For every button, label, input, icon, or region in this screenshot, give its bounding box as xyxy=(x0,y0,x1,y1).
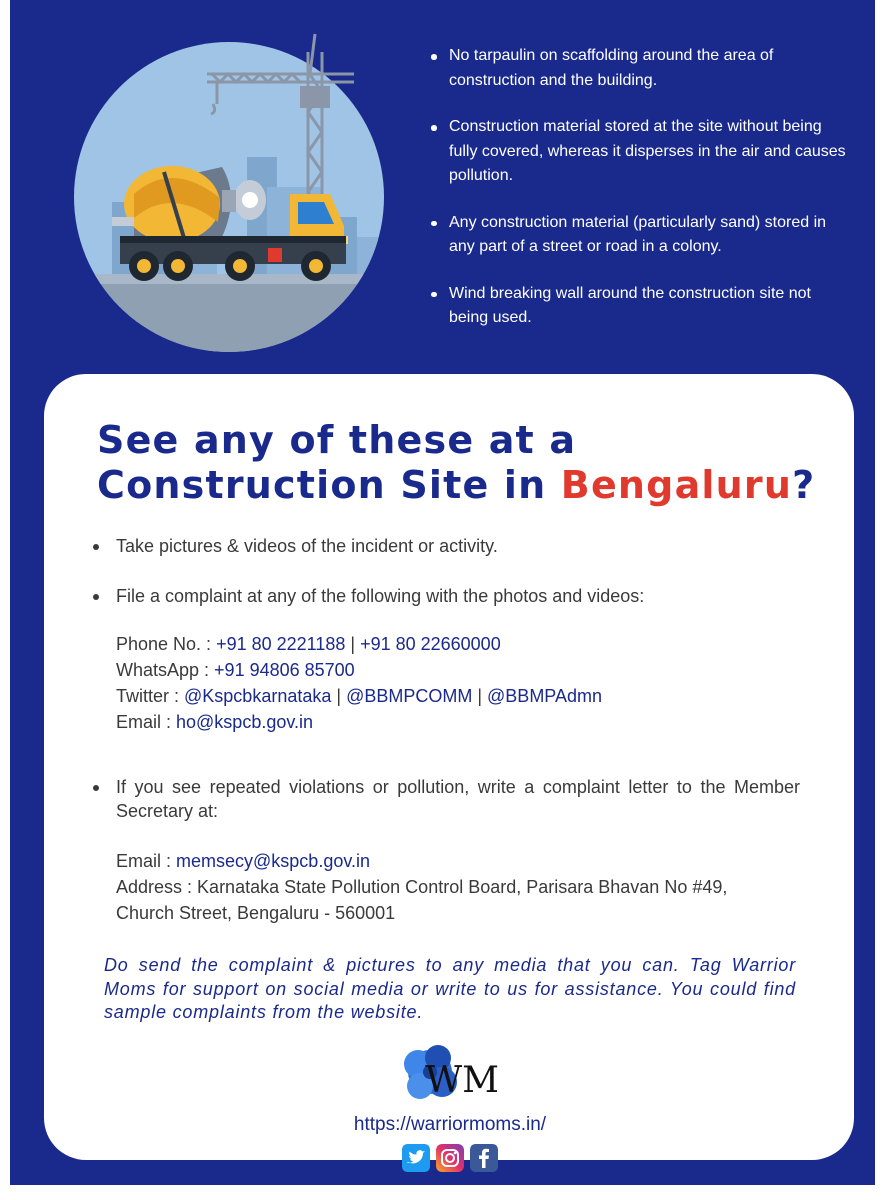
secretary-address-row xyxy=(116,874,800,900)
secretary-address-line-1: Karnataka State Pollution Control Board, Parisara Bhavan No #49, xyxy=(197,877,728,897)
whatsapp-label: WhatsApp : xyxy=(116,660,215,680)
media-note: Do send the complaint & pictures to any media that you can. Tag Warrior Moms for support on social media or write to us for assistance. You could find sample complaints from the website. xyxy=(104,955,796,1022)
concrete-mixer-truck-illustration xyxy=(72,22,412,352)
phone-label: Phone No. : xyxy=(116,634,217,654)
secretary-address-label: Address : xyxy=(116,877,198,897)
violation-item: Wind breaking wall around the construction site not being used. xyxy=(428,282,848,331)
poster xyxy=(10,0,875,1185)
instagram-icon[interactable] xyxy=(436,1144,464,1172)
warrior-moms-logo xyxy=(400,1042,500,1114)
headline-line-1: See any of these at a xyxy=(97,418,577,462)
email-row xyxy=(116,709,800,735)
twitter-row xyxy=(116,683,800,709)
social-links xyxy=(402,1144,498,1174)
violation-item: No tarpaulin on scaffolding around the area of construction and the building. xyxy=(428,44,848,93)
twitter-separator: | xyxy=(331,686,347,706)
headline-question-mark: ? xyxy=(792,463,816,507)
secretary-address-line-2: Church Street, Bengaluru - 560001 xyxy=(116,903,396,923)
secretary-email-label: Email : xyxy=(116,851,177,871)
violation-item: Construction material stored at the site without being fully covered, whereas it disperses in the air and causes pollution. xyxy=(428,115,848,189)
headline-line-2-prefix: Construction Site in xyxy=(97,463,561,507)
step-repeated-violations: If you see repeated violations or pollution, write a complaint letter to the Member Secretary at: xyxy=(90,775,800,823)
phone-link-1[interactable]: +91 80 2221188 xyxy=(216,634,346,654)
headline-city: Bengaluru xyxy=(560,463,793,507)
whatsapp-link[interactable]: +91 94806 85700 xyxy=(214,660,355,680)
email-link[interactable]: ho@kspcb.gov.in xyxy=(176,712,314,732)
twitter-icon[interactable] xyxy=(402,1144,430,1172)
secretary-email-row xyxy=(116,848,800,874)
facebook-icon[interactable] xyxy=(470,1144,498,1172)
violation-list xyxy=(428,44,848,353)
headline xyxy=(97,418,815,508)
phone-row xyxy=(116,631,800,657)
member-secretary-block xyxy=(90,848,800,926)
logo-monogram: WM xyxy=(425,1060,499,1101)
twitter-link-bbmpcomm[interactable]: @BBMPCOMM xyxy=(346,686,473,706)
info-card xyxy=(44,374,854,1160)
violation-item: Any construction material (particularly sand) stored in any part of a street or road in a colony. xyxy=(428,211,848,260)
twitter-link-kspcb[interactable]: @Kspcbkarnataka xyxy=(184,686,332,706)
secretary-email-link[interactable]: memsecy@kspcb.gov.in xyxy=(176,851,371,871)
twitter-separator: | xyxy=(472,686,488,706)
whatsapp-row xyxy=(116,657,800,683)
twitter-link-bbmpadmn[interactable]: @BBMPAdmn xyxy=(487,686,603,706)
email-label: Email : xyxy=(116,712,177,732)
step-take-pictures: Take pictures & videos of the incident or activity. xyxy=(90,534,800,558)
contact-block xyxy=(90,631,800,735)
twitter-label: Twitter : xyxy=(116,686,185,706)
action-steps xyxy=(90,534,800,926)
website-link[interactable]: https://warriormoms.in/ xyxy=(353,1114,547,1135)
phone-separator: | xyxy=(345,634,361,654)
step-file-complaint: File a complaint at any of the following with the photos and videos: xyxy=(90,584,800,608)
phone-link-2[interactable]: +91 80 22660000 xyxy=(360,634,501,654)
